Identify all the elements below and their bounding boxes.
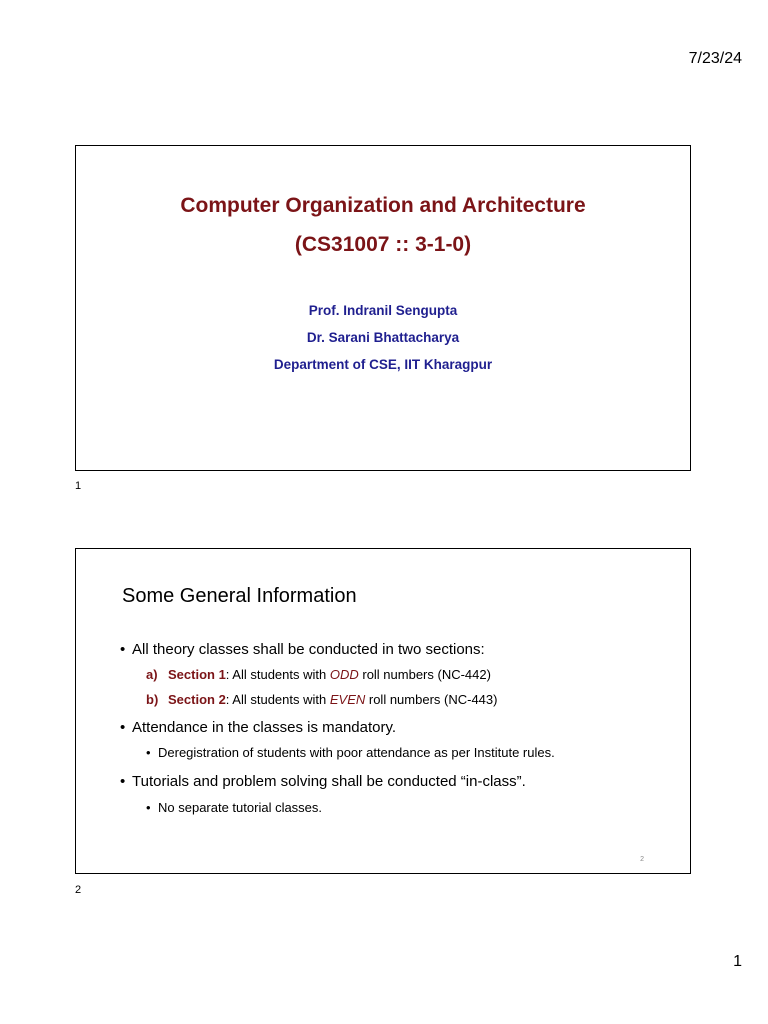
slide-inner-number: 2 [640, 856, 644, 863]
bullet-sections: • All theory classes shall be conducted in two sections: [120, 641, 485, 658]
department: Department of CSE, IIT Kharagpur [273, 357, 493, 372]
slide-1 [75, 145, 691, 471]
sub-bullet-no-tutorial: • No separate tutorial classes. [146, 800, 323, 815]
bullet-tutorials: • Tutorials and problem solving shall be conducted “in-class”. [120, 773, 526, 790]
slide-number-2: 2 [75, 884, 82, 896]
sub-bullet-deregistration: • Deregistration of students with poor attendance as per Institute rules. [146, 745, 555, 760]
slide-title: Computer Organization and Architecture [180, 194, 586, 217]
bullet-dot: • [120, 719, 126, 736]
author-2: Dr. Sarani Bhattacharya [306, 330, 460, 345]
slide-number-1: 1 [75, 480, 82, 492]
bullet-dot: • [120, 773, 126, 790]
slide-2 [75, 548, 691, 874]
sub-item-a: a) Section 1: All students with ODD roll numbers (NC-442) [146, 667, 491, 682]
bullet-dot: • [146, 745, 151, 760]
bullet-dot: • [120, 641, 126, 658]
slide-heading: Some General Information [122, 585, 357, 607]
sub-item-b: b) Section 2: All students with EVEN roll numbers (NC-443) [146, 692, 498, 707]
course-code: (CS31007 :: 3-1-0) [294, 233, 472, 256]
page-number: 1 [733, 953, 742, 970]
bullet-dot: • [146, 800, 151, 815]
author-1: Prof. Indranil Sengupta [308, 303, 458, 318]
bullet-attendance: • Attendance in the classes is mandatory. [120, 719, 397, 736]
print-date: 7/23/24 [688, 50, 742, 67]
